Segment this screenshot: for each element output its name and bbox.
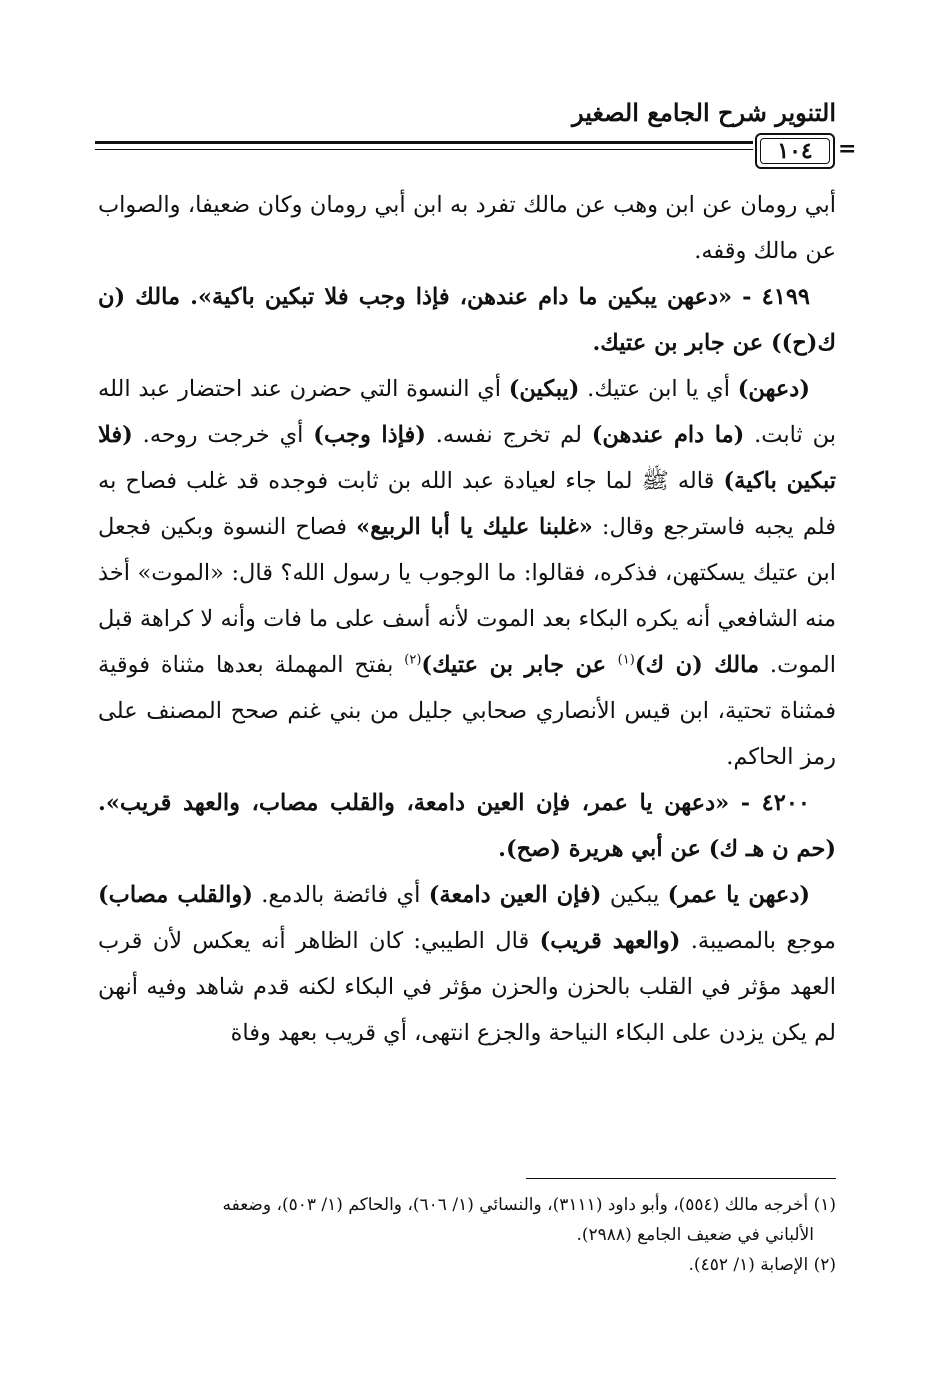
text-run: أي يا ابن عتيك.	[579, 376, 738, 402]
paragraph	[98, 780, 836, 872]
bold-text: ٤٢٠٠ - «دعهن يا عمر، فإن العين دامعة، والقلب مصاب، والعهد قريب». (حم ن هـ ك) عن أبي هريرة (صح).	[98, 790, 836, 862]
bold-text: (دعهن يا عمر)	[667, 882, 810, 908]
bold-text: (يبكين)	[508, 376, 580, 402]
footnotes	[98, 1190, 836, 1280]
text-run: قاله ﷺ لما جاء لعيادة عبد الله بن ثابت فوجده قد غلب فصاح به فلم يجبه فاسترجع وقال:	[98, 468, 836, 540]
text-run: بفتح المهملة بعدها مثناة فوقية فمثناة تحتية، ابن قيس الأنصاري صحابي جليل من بني غنم صحح المصنف على رمز الحاكم.	[98, 652, 836, 770]
page-number-frame	[755, 133, 835, 169]
paragraph	[98, 366, 836, 780]
text-run: فصاح النسوة وبكين فجعل ابن عتيك يسكتهن، فذكره، فقالوا: ما الوجوب يا رسول الله؟ قال: «الموت» أخذ منه الشافعي أنه يكره البكاء بعد الموت لأنه أسف على ما فات وأنه لا كراهة قبل الموت.	[98, 514, 836, 678]
bold-text: (والعهد قريب)	[539, 928, 681, 954]
bold-text: مالك (ن ك)	[634, 652, 760, 678]
page-number: ١٠٤	[777, 138, 813, 164]
bold-text: «غلبنا عليك يا أبا الربيع»	[356, 514, 593, 540]
text-run: موجع بالمصيبة.	[680, 928, 836, 954]
text-run: يبكين	[601, 882, 668, 908]
header-rule-thin	[95, 149, 753, 150]
header-rule-thick	[95, 141, 753, 144]
footnote-ref: (٢)	[404, 652, 422, 668]
text-run: أي خرجت روحه.	[132, 422, 314, 448]
bold-text: ٤١٩٩ - «دعهن يبكين ما دام عندهن، فإذا وجب فلا تبكين باكية». مالك (ن ك(ح)) عن جابر بن عتيك.	[98, 284, 836, 356]
paragraph	[98, 872, 836, 1056]
paragraph	[98, 274, 836, 366]
text-run: لم تخرج نفسه.	[425, 422, 592, 448]
header-ornament-mark: =	[838, 136, 857, 162]
bold-text: (فلا تبكين باكية)	[98, 422, 836, 494]
text-run: أي النسوة التي حضرن عند احتضار عبد الله بن ثابت.	[98, 376, 837, 448]
footnote: (١) أخرجه مالك (٥٥٤)، وأبو داود (٣١١١)، والنسائي (١/ ٦٠٦)، والحاكم (١/ ٥٠٣)، وضعفه	[222, 1195, 836, 1215]
running-title: التنوير شرح الجامع الصغير	[572, 98, 836, 127]
text-run: قال الطيبي: كان الظاهر أنه يعكس لأن قرب العهد مؤثر في القلب بالحزن والحزن مؤثر في البكاء لكنه قدم شاهد وفيه أنهن لم يكن يزدن على البكاء النياحة والجزع انتهى، أي قريب بعهد وفاة	[98, 928, 836, 1046]
text-run: أبي رومان عن ابن وهب عن مالك تفرد به ابن أبي رومان وكان ضعيفا، والصواب عن مالك وقفه.	[98, 192, 836, 264]
bold-text: (دعهن)	[737, 376, 810, 402]
bold-text: (فإن العين دامعة)	[428, 882, 602, 908]
bold-text: عن جابر بن عتيك)	[421, 652, 618, 678]
bold-text: (ما دام عندهن)	[591, 422, 745, 448]
footnote-ref: (١)	[617, 652, 635, 668]
footnote-separator	[526, 1178, 836, 1179]
paragraph	[98, 182, 836, 274]
text-run: أي فائضة بالدمع.	[252, 882, 429, 908]
main-text	[98, 182, 836, 1056]
footnote: الألباني في ضعيف الجامع (٢٩٨٨).	[576, 1225, 814, 1245]
footnote: (٢) الإصابة (١/ ٤٥٢).	[688, 1255, 836, 1275]
bold-text: (والقلب مصاب)	[98, 882, 253, 908]
bold-text: (فإذا وجب)	[313, 422, 426, 448]
